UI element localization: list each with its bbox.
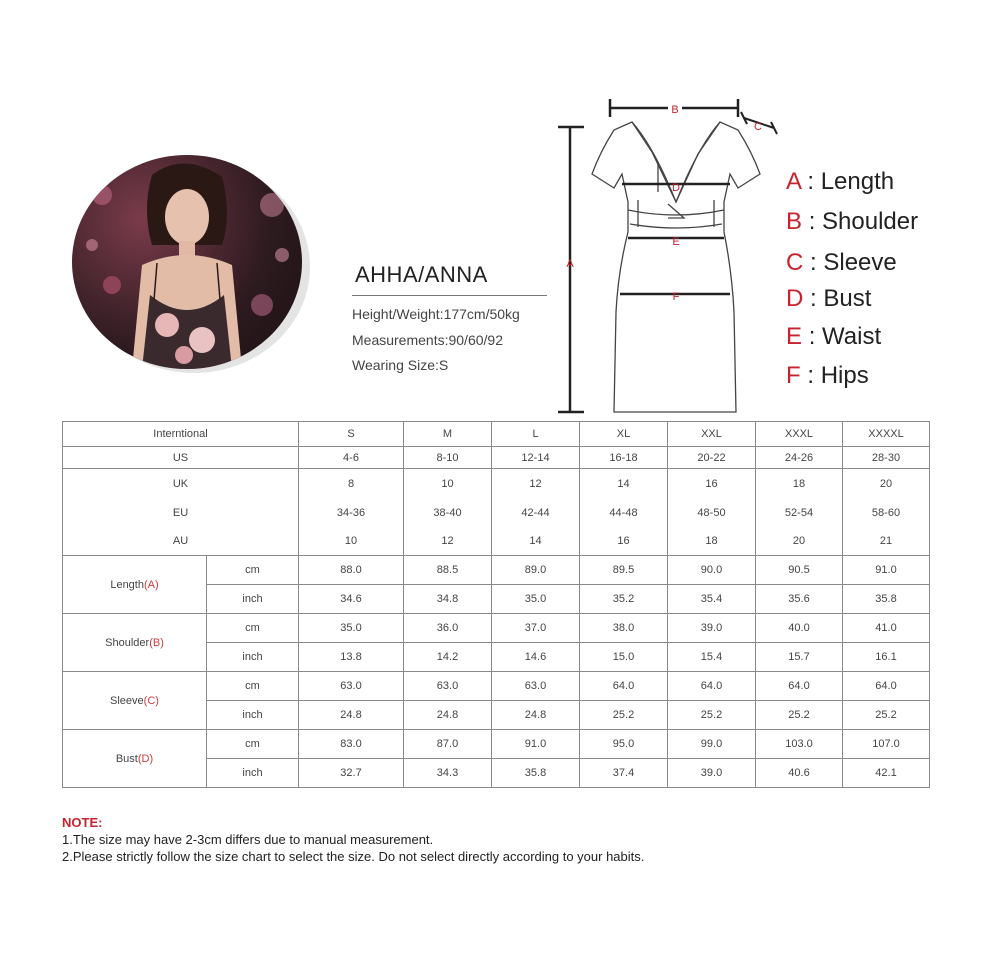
value-cell: 107.0 [843,730,930,759]
international-label: Interntional [63,422,299,447]
value-cell: 14.2 [404,643,492,672]
value-cell: 25.2 [843,701,930,730]
value-cell: 35.4 [668,585,756,614]
shoulder-indicator [610,99,738,117]
value-cell: 37.4 [580,759,668,788]
value-cell: 41.0 [843,614,930,643]
measure-abbr: (B) [149,636,164,649]
legend-bust: D : Bust [786,285,872,312]
value-cell: 36.0 [404,614,492,643]
value-cell: 64.0 [668,672,756,701]
value-cell: 15.0 [580,643,668,672]
us-cell: 24-26 [756,447,843,469]
eu-cell: 44-48 [580,499,668,528]
measure-name [63,614,207,672]
value-cell: 16.1 [843,643,930,672]
value-cell: 25.2 [580,701,668,730]
sleeve-indicator [741,112,777,134]
label-f: F [672,291,680,303]
value-cell: 35.0 [299,614,404,643]
value-cell: 99.0 [668,730,756,759]
note-line-1: 1.The size may have 2-3cm differs due to manual measurement. [62,832,434,847]
value-cell: 25.2 [756,701,843,730]
unit-cell: cm [207,556,299,585]
uk-label: UK [63,469,299,499]
value-cell: 15.7 [756,643,843,672]
us-cell: 12-14 [492,447,580,469]
value-cell: 90.0 [668,556,756,585]
value-cell: 34.6 [299,585,404,614]
note-title: NOTE: [62,815,103,830]
size-cell: L [492,422,580,447]
eu-label: EU [63,499,299,528]
measure-name [63,672,207,730]
value-cell: 40.6 [756,759,843,788]
us-cell: 8-10 [404,447,492,469]
measure-label: Length [110,578,144,591]
value-cell: 103.0 [756,730,843,759]
model-name: AHHA/ANNA [355,262,488,287]
waist-indicator [628,236,724,248]
model-photo [72,155,302,369]
model-photo-frame [72,155,312,375]
measure-abbr: (D) [137,752,154,765]
value-cell: 34.3 [404,759,492,788]
unit-cell: inch [207,585,299,614]
model-wearing-size: Wearing Size:S [352,357,449,373]
table-row [63,422,930,447]
measure-abbr: (A) [143,578,159,591]
value-cell: 91.0 [492,730,580,759]
dress-diagram [548,92,788,422]
uk-cell: 18 [756,469,843,499]
us-cell: 16-18 [580,447,668,469]
value-cell: 35.8 [492,759,580,788]
legend-length: A : Length [786,168,895,195]
eu-cell: 42-44 [492,499,580,528]
size-cell: XXL [668,422,756,447]
value-cell: 87.0 [404,730,492,759]
label-e: E [672,236,680,248]
unit-cell: cm [207,672,299,701]
uk-cell: 14 [580,469,668,499]
legend-hips: F : Hips [786,362,869,389]
label-a: A [566,258,574,270]
au-cell: 14 [492,528,580,556]
value-cell: 37.0 [492,614,580,643]
value-cell: 89.0 [492,556,580,585]
uk-cell: 10 [404,469,492,499]
value-cell: 32.7 [299,759,404,788]
value-cell: 89.5 [580,556,668,585]
au-cell: 16 [580,528,668,556]
eu-cell: 48-50 [668,499,756,528]
measure-abbr: (C) [143,694,159,707]
size-chart-body [63,422,930,788]
value-cell: 39.0 [668,759,756,788]
us-cell: 20-22 [668,447,756,469]
table-row [63,672,930,701]
legend-shoulder: B : Shoulder [786,208,919,235]
table-row [63,556,930,585]
legend-waist: E : Waist [786,323,882,350]
size-cell: M [404,422,492,447]
value-cell: 42.1 [843,759,930,788]
table-row [63,469,930,499]
dress-outline [592,122,760,412]
value-cell: 24.8 [299,701,404,730]
measure-label: Bust [115,752,138,765]
unit-cell: cm [207,730,299,759]
bust-indicator [622,182,730,194]
uk-cell: 16 [668,469,756,499]
size-cell: XL [580,422,668,447]
measure-name [63,556,207,614]
measure-name [63,730,207,788]
model-name-underline [352,295,547,296]
table-row [63,499,930,528]
eu-cell: 38-40 [404,499,492,528]
note-line-2: 2.Please strictly follow the size chart to select the size. Do not select directly according to your habits. [62,849,645,864]
unit-cell: inch [207,759,299,788]
model-illustration [72,155,302,369]
unit-cell: inch [207,643,299,672]
label-c: C [754,121,762,133]
length-indicator [558,127,584,412]
us-cell: 28-30 [843,447,930,469]
hips-indicator [620,291,730,303]
value-cell: 90.5 [756,556,843,585]
value-cell: 88.0 [299,556,404,585]
unit-cell: cm [207,614,299,643]
au-label: AU [63,528,299,556]
table-row [63,528,930,556]
legend-sleeve: C : Sleeve [786,249,897,276]
value-cell: 38.0 [580,614,668,643]
uk-cell: 12 [492,469,580,499]
value-cell: 91.0 [843,556,930,585]
uk-cell: 8 [299,469,404,499]
au-cell: 12 [404,528,492,556]
au-cell: 18 [668,528,756,556]
value-cell: 83.0 [299,730,404,759]
value-cell: 63.0 [492,672,580,701]
eu-cell: 58-60 [843,499,930,528]
value-cell: 24.8 [492,701,580,730]
value-cell: 25.2 [668,701,756,730]
table-row [63,614,930,643]
table-row [63,730,930,759]
value-cell: 40.0 [756,614,843,643]
eu-cell: 52-54 [756,499,843,528]
value-cell: 95.0 [580,730,668,759]
label-d: D [672,182,680,194]
au-cell: 10 [299,528,404,556]
size-cell: S [299,422,404,447]
measure-label: Sleeve [110,694,144,707]
au-cell: 21 [843,528,930,556]
value-cell: 64.0 [756,672,843,701]
value-cell: 35.6 [756,585,843,614]
model-measurements: Measurements:90/60/92 [352,332,503,348]
value-cell: 13.8 [299,643,404,672]
value-cell: 35.8 [843,585,930,614]
us-cell: 4-6 [299,447,404,469]
value-cell: 34.8 [404,585,492,614]
value-cell: 35.0 [492,585,580,614]
table-row [63,447,930,469]
us-label: US [63,447,299,469]
value-cell: 15.4 [668,643,756,672]
size-cell: XXXXL [843,422,930,447]
size-chart-table [62,421,930,788]
eu-cell: 34-36 [299,499,404,528]
value-cell: 39.0 [668,614,756,643]
uk-cell: 20 [843,469,930,499]
unit-cell: inch [207,701,299,730]
value-cell: 35.2 [580,585,668,614]
value-cell: 14.6 [492,643,580,672]
value-cell: 63.0 [404,672,492,701]
size-cell: XXXL [756,422,843,447]
value-cell: 63.0 [299,672,404,701]
value-cell: 64.0 [843,672,930,701]
model-height-weight: Height/Weight:177cm/50kg [352,306,520,322]
measure-label: Shoulder [105,636,150,649]
value-cell: 64.0 [580,672,668,701]
label-b: B [671,104,679,116]
value-cell: 24.8 [404,701,492,730]
value-cell: 88.5 [404,556,492,585]
au-cell: 20 [756,528,843,556]
